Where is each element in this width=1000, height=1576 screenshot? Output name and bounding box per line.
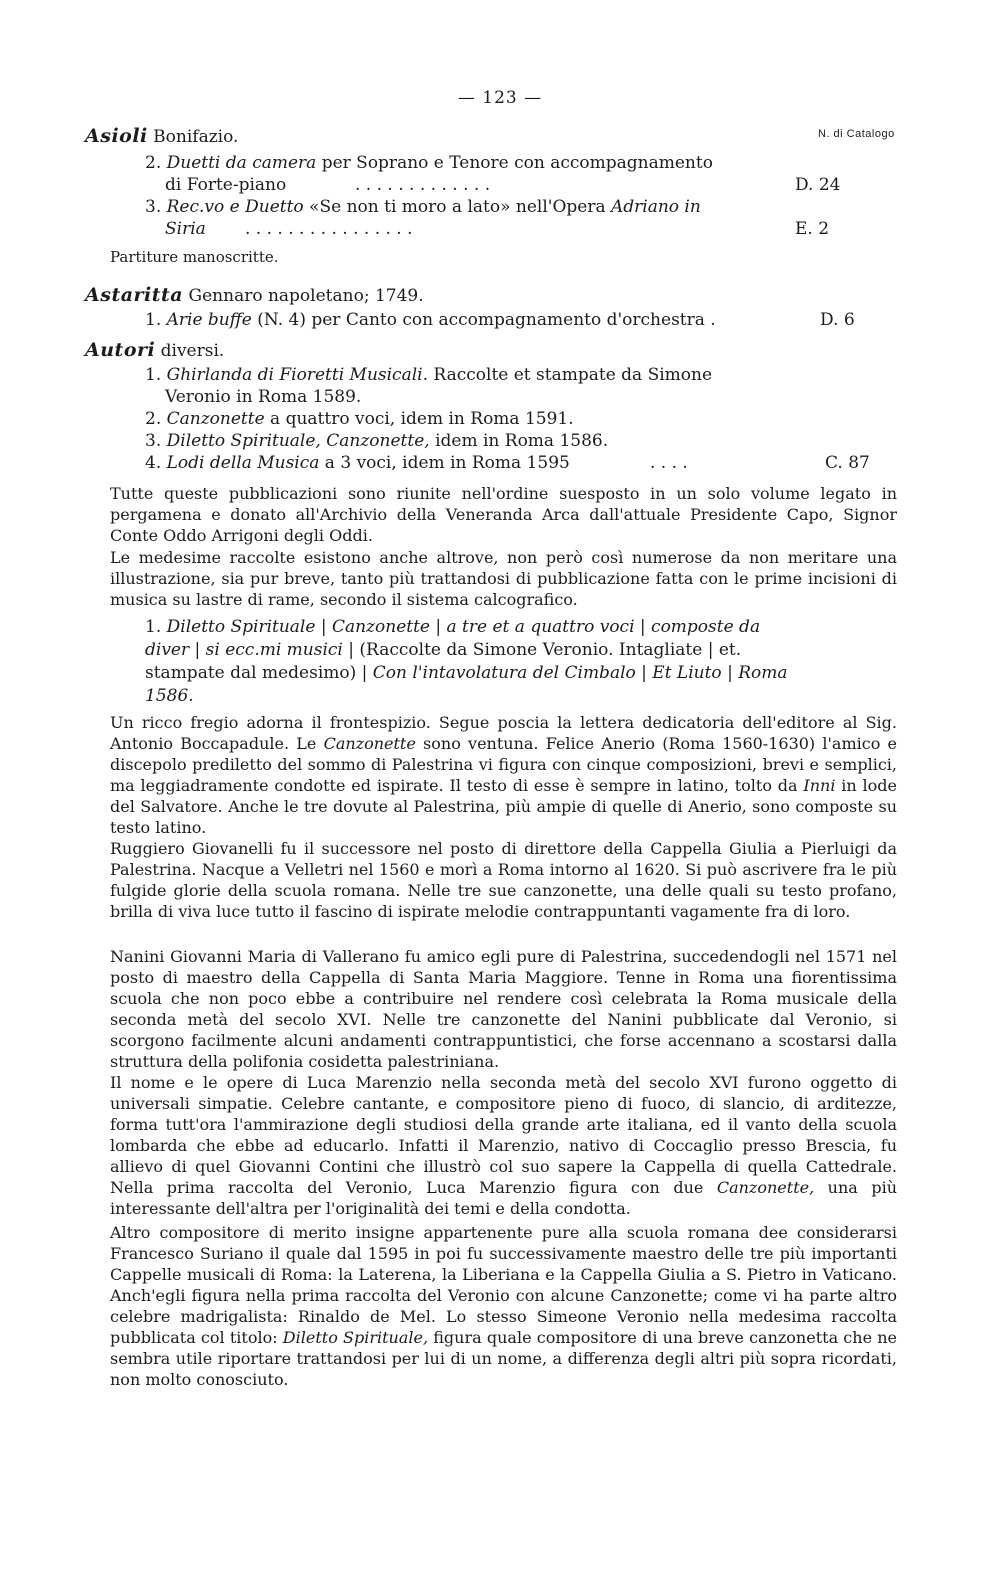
item-number: 2. bbox=[145, 409, 167, 429]
paragraph-text: sono ventuna. Felice Anerio (Roma 1560-1630) l'amico e discepolo prediletto del sommo di Palestrina vi figura con cinque composizioni, brevi e semplici, ma leggiadramente condotte ed ispirate. Il testo di esse è sempre in latino, tolto da bbox=[110, 734, 898, 795]
paragraph-text: Il nome e le opere di Luca Marenzio nella seconda metà del secolo XVI furono oggetto di universali simpatie. Celebre cantante, e compositore pieno di fuoco, di slancio, di arditezze, forma tutt'ora l'ammirazione degli studiosi della grande arte italiana, ed il vanto della scuola lombarda che ebbe ad educarlo. Infatti il Marenzio, nativo di Coccaglio presso Brescia, fu allievo di quel Giovanni Contini che illustrò col suo sapere la Cappella di quella Cattedrale. Nella prima raccolta del Veronio, Luca Marenzio figura con due bbox=[110, 1073, 897, 1197]
note: Partiture manoscritte. bbox=[110, 248, 279, 266]
item-title: Adriano in bbox=[610, 197, 701, 217]
catalog-item-list bbox=[145, 364, 885, 474]
catalog-item bbox=[145, 152, 885, 240]
item-number: 1. bbox=[145, 617, 167, 637]
item-title: Canzonette bbox=[166, 409, 265, 429]
item-number: 4. bbox=[145, 453, 167, 473]
paragraph bbox=[110, 1072, 897, 1219]
page-number: — 123 — bbox=[457, 88, 543, 108]
item-text: per Soprano e Tenore con accompagnamento bbox=[316, 153, 713, 173]
headword-rest: Gennaro napoletano; 1749. bbox=[183, 286, 424, 306]
item-number: 1. bbox=[145, 310, 167, 330]
paragraph: Nanini Giovanni Maria di Vallerano fu amico egli pure di Palestrina, succedendogli nel 1571 nel posto di maestro della Cappella di Santa Maria Maggiore. Tenne in Roma una fiorentissima scuola che non poco ebbe a contribuire nel rendere così celebrata la Roma musicale della seconda metà del secolo XVI. Nelle tre canzonette del Nanini pubblicate dal Veronio, si scorgono facilmente alcuni andamenti contrappuntistici, che forse accennano a scostarsi dalla struttura della polifonia cosidetta palestriniana. bbox=[110, 947, 897, 1071]
paragraph-italic: Inni bbox=[803, 776, 836, 795]
catalog-number: E. 2 bbox=[795, 219, 830, 239]
catalog-number: D. 24 bbox=[795, 175, 841, 195]
paragraph: Ruggiero Giovanelli fu il successore nel posto di direttore della Cappella Giulia a Pierluigi da Palestrina. Nacque a Velletri nel 1560 e morì a Roma intorno al 1620. Si può ascrivere fra le più fulgide glorie della scuola romana. Nelle tre sue canzonette, una delle quali su testo profano, brilla di viva luce tutto il fascino di ispirate melodie contrappuntanti vagamente fra di loro. bbox=[110, 839, 897, 921]
catalog-item bbox=[145, 309, 885, 331]
headword-rest: Bonifazio. bbox=[147, 127, 239, 147]
item-text: (Raccolte da Simone Veronio. Intagliate | et. stampate dal medesimo) | bbox=[145, 640, 742, 683]
item-title: Con l'intavolatura del Cimbalo | Et Liuto | Roma 1586. bbox=[145, 663, 788, 706]
item-text: a 3 voci, idem in Roma 1595 bbox=[319, 453, 570, 473]
paragraph-text: Un ricco fregio adorna il frontespizio. Segue poscia la lettera dedicatoria dell'editore al Sig. Antonio Boccapadule. Le bbox=[110, 713, 897, 753]
item-text: idem in Roma 1586. bbox=[429, 431, 609, 451]
item-title: Diletto Spirituale | Canzonette | a tre et a quattro voci | composte da diver | si ecc.mi musici | bbox=[145, 617, 761, 660]
paragraph bbox=[110, 1222, 897, 1390]
headword: Astaritta bbox=[85, 284, 184, 306]
leader-dots: . . . . bbox=[650, 453, 688, 473]
item-number: 2. bbox=[145, 153, 167, 173]
item-title: Rec.vo e Duetto bbox=[166, 197, 304, 217]
item-title: Ghirlanda di Fioretti Musicali. bbox=[166, 365, 428, 385]
item-title: Diletto Spirituale, Canzonette, bbox=[166, 431, 430, 451]
item-title: Duetti da camera bbox=[166, 153, 317, 173]
paragraph-italic: Canzonette, bbox=[716, 1178, 815, 1197]
entry-astaritta-heading bbox=[85, 285, 885, 307]
paragraph-text: una più interessante dell'altra per l'originalità dei temi e della condotta. bbox=[110, 1178, 897, 1218]
paragraph-text: Altro compositore di merito insigne appartenente pure alla scuola romana dee considerarsi Francesco Suriano il quale dal 1595 in poi fu successivamente maestro delle tre più importanti Cappelle musicali di Roma: la Laterena, la Liberiana e la Cappella Giulia a S. Pietro in Vaticano. Anch'egli figura nella prima raccolta del Veronio con alcune Canzonette; come vi ha parte altro celebre madrigalista: Rinaldo de Mel. Lo stesso Simeone Veronio nella medesima raccolta pubblicata col titolo: bbox=[110, 1223, 897, 1347]
item-text: (N. 4) per Canto con accompagnamento d'orchestra . bbox=[251, 310, 716, 330]
item-text: a quattro voci, idem in Roma 1591. bbox=[264, 409, 574, 429]
paragraph-italic: Diletto Spirituale, bbox=[282, 1328, 429, 1347]
paragraph: Le medesime raccolte esistono anche altrove, non però così numerose da non meritare una illustrazione, sia pur breve, tanto più trattandosi di pubblicazione fatta con le prime incisioni di musica su lastre di rame, secondo il sistema calcografico. bbox=[110, 548, 897, 609]
item-title: Siria bbox=[165, 219, 206, 239]
catalog-column-header: N. di Catalogo bbox=[818, 128, 895, 140]
entry-autori-heading bbox=[85, 340, 885, 362]
item-number: 3. bbox=[145, 197, 167, 217]
item-number: 3. bbox=[145, 431, 167, 451]
headword-rest: diversi. bbox=[155, 341, 225, 361]
item-number: 1. bbox=[145, 365, 167, 385]
headword: Autori bbox=[85, 339, 156, 361]
headword: Asioli bbox=[85, 125, 148, 147]
paragraph-text: in lode del Salvatore. Anche le tre dovute al Palestrina, più ampie di quelle di Anerio, sono composte su testo latino. bbox=[110, 776, 897, 837]
paragraph bbox=[110, 712, 897, 838]
bibliographic-title bbox=[145, 616, 795, 708]
paragraph-text: figura quale compositore di una breve canzonetta che ne sembra utile riportare trattandosi per lui di un nome, a differenza degli altri più sopra ricordati, non molto conosciuto. bbox=[110, 1328, 898, 1389]
entry-asioli-heading bbox=[85, 126, 885, 148]
leader-dots: . . . . . . . . . . . . . bbox=[355, 175, 491, 195]
item-text: di Forte-piano bbox=[165, 175, 287, 195]
paragraph: Tutte queste pubblicazioni sono riunite nell'ordine suesposto in un solo volume legato in pergamena e donato all'Archivio della Veneranda Arca dall'attuale Presidente Capo, Signor Conte Oddo Arrigoni degli Oddi. bbox=[110, 484, 897, 545]
item-text: Veronio in Roma 1589. bbox=[165, 387, 362, 407]
item-text: «Se non ti moro a lato» nell'Opera bbox=[303, 197, 611, 217]
item-title: Arie buffe bbox=[166, 310, 252, 330]
leader-dots: . . . . . . . . . . . . . . . . bbox=[245, 219, 413, 239]
item-title: Lodi della Musica bbox=[166, 453, 320, 473]
catalog-number: D. 6 bbox=[820, 310, 855, 330]
catalog-number: C. 87 bbox=[825, 453, 870, 473]
paragraph-italic: Canzonette bbox=[323, 734, 416, 753]
item-text: Raccolte et stampate da Simone bbox=[428, 365, 713, 385]
